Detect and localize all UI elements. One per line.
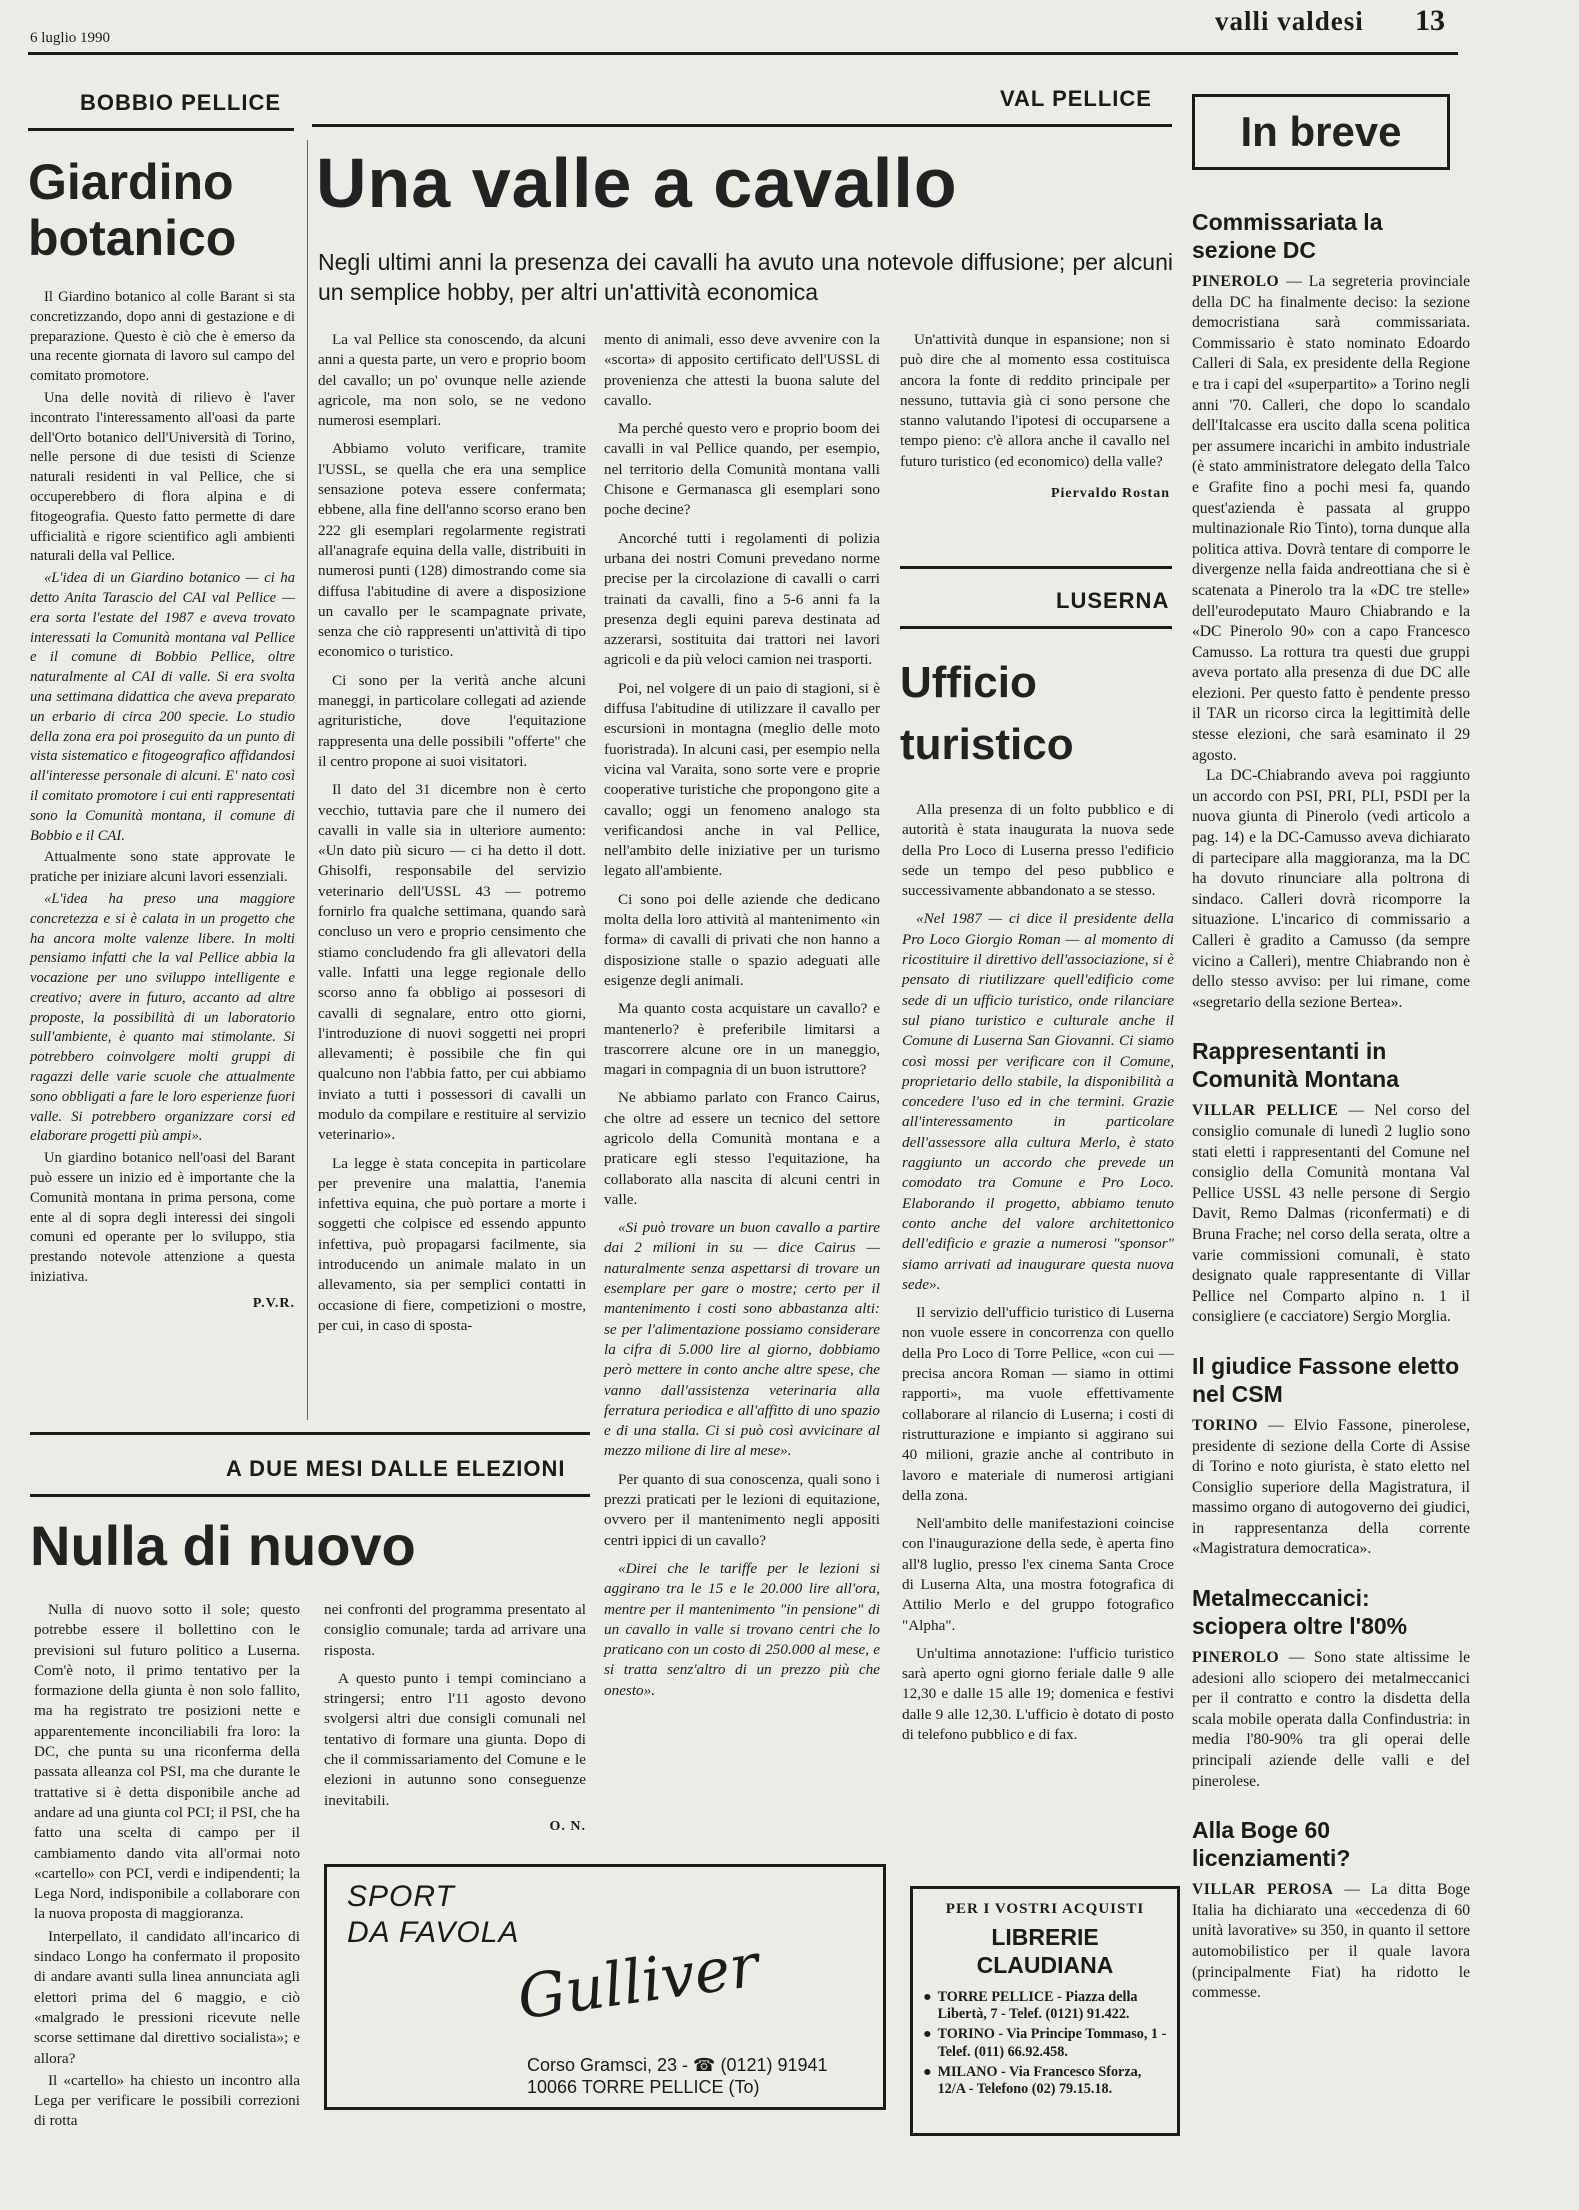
nulla-paragraph: Interpellato, il candidato all'incarico di sindaco Longo ha confermato il proposito di andare avanti sulla linea annunciata agli elettori prima del 6 maggio, e ciò «malgrado le pressioni ricevute nelle scorse settimane dal direttivo socialista»; e allora?: [34, 1927, 300, 2067]
cavallo-paragraph: Ci sono poi delle aziende che dedicano molta della loro attività al mantenimento «in forma» di cavalli di privati che non hanno a disposizione stalle o spazio adeguati alle esigenze degli animali.: [604, 890, 880, 989]
ufficio-title-line2: turistico: [900, 720, 1074, 769]
paper-name: valli valdesi: [1215, 6, 1364, 36]
claudiana-store-text: MILANO - Via Francesco Sforza, 12/A - Telefono (02) 79.15.18.: [937, 2063, 1142, 2098]
cavallo-paragraph: Un'attività dunque in espansione; non si può dire che al momento essa costituisca ancora la fonte di reddito principale per nessuno, tuttavia già ci sono persone che stanno valutando l'ipotesi di occuparsene a tempo pieno: c'è allora anche il cavallo nel futuro turistico (ed economico) della valle?: [900, 331, 1170, 470]
nulla-paragraph: A questo punto i tempi cominciano a stringersi; entro l'11 agosto devono svolgersi altri due consigli comunali nel tentativo di formare una giunta. Dopo di che il commissariamento del Comune e le elezioni in autunno sono conseguenze inevitabili.: [324, 1669, 586, 1809]
breve-title: Rappresentanti in Comunità Montana: [1192, 1038, 1399, 1093]
cavallo-paragraph: Il dato del 31 dicembre non è certo vecchio, tuttavia pare che il numero dei cavalli in valle sia in ulteriore aumento: «Un dato più sicuro — ci ha detto il dott. Ghisolfi, responsabile del servizio veterinario dell'USSL 43 — potremo fornirlo fra qualche settimana, quando sarà concluso un vero e proprio censimento che stiamo concludendo fra gli allevatori della valle. Infatti una legge regionale dello scorso anno fa obbligo ai possesori di cavalli di segnalare, entro otto giorni, l'introduzione di nuovi soggetti nei propri allevamenti; è possibile che fin qui qualcuno non l'abbia fatto, per cui abbiamo inviato a tutti i possessori di cavalli un modulo da compilare e restituire al servizio veterinario».: [318, 781, 586, 1144]
giardino-column-rule: [307, 140, 308, 1420]
ufficio-title-line1: Ufficio: [900, 658, 1037, 707]
cavallo-paragraph: Ancorché tutti i regolamenti di polizia urbana dei nostri Comuni prevedano norme precise per la circolazione di cavalli o carri trainati da cavalli, fino a 5-6 anni fa la presenza degli equini pareva destinata ad azzerarsi, sostituita dai trattori nei lavori agricoli e da più veloci camion nei trasporti.: [604, 529, 880, 669]
giardino-signature: P.V.R.: [252, 1295, 295, 1311]
claudiana-store-text: TORINO - Via Principe Tommaso, 1 - Telef. (011) 66.92.458.: [937, 2026, 1167, 2060]
giardino-body: [30, 288, 295, 1314]
ufficio-title: [900, 652, 1074, 776]
breve-place: VILLAR PELLICE: [1192, 1102, 1339, 1120]
breve-title: Commissariata la sezione DC: [1192, 209, 1383, 263]
cavallo-paragraph: La legge è stata concepita in particolare per prevenire una malattia, l'anemia infettiva equina, che può portare a morte i soggetti che colpisce ed essendo appunto infettiva, può propagarsi facilmente, sia introducendo un animale malato in un allevamento, sia per semplici contatti in occasione di fiere, competizioni o mostre, per cui, in caso di sposta-: [318, 1154, 586, 1334]
giardino-paragraph: Una delle novità di rilievo è l'aver incontrato l'interessamento all'oasi da parte dell'Orto botanico dell'Università di Torino, nelle persone di due tesisti di Scienze naturali residenti in val Pellice, che si occuperebbero di flora alpina e di fitogeografia. Questo fatto permette di dare ufficialità e rigore scientifico agli ambienti naturali della val Pellice.: [30, 389, 295, 565]
bullet-icon: ●: [923, 1989, 932, 2005]
claudiana-store: [923, 2064, 1169, 2098]
cavallo-column-2: [604, 330, 880, 1701]
elezioni-top-rule: [30, 1432, 590, 1435]
claudiana-store: [923, 2026, 1169, 2060]
gulliver-logo: Gulliver: [513, 1930, 763, 2034]
breve-body: — La ditta Boge Italia ha dichiarato una «eccedenza di 60 unità lavorative» su 350, in quanto il settore automobilistico per il quale lavora (principalmente Fiat) ha ridotto le commesse.: [1192, 1881, 1470, 2002]
ufficio-paragraph: Alla presenza di un folto pubblico e di autorità è stata inaugurata la nuova sede della Pro Loco di Luserna presso l'edificio sede un tempo del peso pubblico e successivamente abbandonato a se stesso.: [902, 801, 1174, 900]
giardino-title: [28, 154, 236, 266]
breve-item-text: [1192, 1648, 1470, 1792]
nulla-paragraph: Il «cartello» ha chiesto un incontro alla Lega per verificare le possibili correzioni di rotta: [34, 2071, 300, 2130]
breve-place: PINEROLO: [1192, 273, 1280, 290]
breve-title: Metalmeccanici: sciopera oltre l'80%: [1192, 1585, 1408, 1640]
breve-place: VILLAR PEROSA: [1192, 1881, 1334, 1899]
bullet-icon: ●: [923, 2026, 932, 2043]
ufficio-body: [902, 800, 1174, 1745]
section-label-elezioni: A DUE MESI DALLE ELEZIONI: [226, 1456, 566, 1481]
cavallo-paragraph: Ci sono per la verità anche alcuni maneggi, in particolare collegati ad aziende agrituristiche, dove l'equitazione rappresenta una delle possibili "offerte" che il centro propone ai suoi visitatori.: [318, 671, 586, 770]
gulliver-slogan-line1: SPORT: [347, 1880, 455, 1913]
claudiana-stores: [923, 1989, 1169, 2098]
gulliver-city: 10066 TORRE PELLICE (To): [527, 2077, 760, 2097]
ufficio-paragraph: Nell'ambito delle manifestazioni coincise con l'inaugurazione della sede, è aperta fino all'8 luglio, presso l'ex cinema Santa Croce di Luserna Alta, una mostra fotografica di Attilio Merlo e del gruppo fotografico "Alpha".: [902, 1515, 1174, 1634]
bullet-icon: ●: [923, 2063, 932, 2080]
ufficio-paragraph: Un'ultima annotazione: l'ufficio turistico sarà aperto ogni giorno feriale dalle 9 alle 12,30 e dalle 15 alle 19; domenica e festivi dalle 9 alle 12,30. L'ufficio è dotato di posto di telefono pubblico e di fax.: [902, 1644, 1174, 1744]
breve-item-text: La DC-Chiabrando aveva poi raggiunto un accordo con PSI, PRI, PLI, PSDI per la nuova giunta di Pinerolo (vedi articolo a pag. 14) e la DC-Camusso aveva dichiarato di partecipare alla maggioranza, ma la DC ha dovuto rinunciare alla poltrona di sindaco. Calleri dovrà ricomporre la situazione. L'incarico di commissario a Calleri è gradito a Camusso (da sempre vicino a Calleri), mentre Chiabrando non è dello stesso avviso: per lui rimane, come «segretario della sezione Bertea».: [1192, 767, 1470, 1011]
giardino-title-line2: botanico: [28, 210, 237, 266]
breve-column: [1192, 208, 1470, 2004]
gulliver-slogan-line2: DA FAVOLA: [347, 1916, 520, 1949]
breve-place: TORINO: [1192, 1416, 1258, 1434]
section-label-bobbio: BOBBIO PELLICE: [80, 90, 282, 115]
cavallo-paragraph: Ne abbiamo parlato con Franco Cairus, che oltre ad essere un tecnico del settore agricolo della Comunità montana e a praticare egli stesso l'equitazione, ha collaborato alla nascita di alcuni centri in valle.: [604, 1089, 880, 1208]
ufficio-paragraph: Il servizio dell'ufficio turistico di Luserna non vuole essere in concorrenza con quello della Pro Loco di Torre Pellice, «con cui — precisa ancora Roman — siamo in ottimi rapporti», ma vuole effettivamente collaborare al rilancio di Luserna; i costi di ristrutturazione e impianto si aggirano sui 40 milioni, grazie anche al contributo in lavoro e materiale di numerosi artigiani della zona.: [902, 1304, 1174, 1504]
cavallo-paragraph: Poi, nel volgere di un paio di stagioni, si è diffusa l'abitudine di utilizzare il cavallo per escursioni in montagna (meglio delle moto fuoristrada). In alcuni casi, per esempio nella vicina val Varaita, sono sorte vere e proprie cooperative turistiche che propongono gite a cavallo; oggi un fenomeno analogo sta verificandosi anche in val Pellice, nell'ambito delle iniziative per un turismo legato all'ambiente.: [604, 679, 880, 880]
gulliver-ad: [324, 1864, 886, 2110]
issue-date: 6 luglio 1990: [30, 30, 111, 46]
in-breve-box: [1192, 94, 1450, 170]
claudiana-name: [913, 1923, 1177, 1979]
cavallo-title: Una valle a cavallo: [316, 144, 958, 222]
breve-item-text: [1192, 1880, 1470, 2004]
gulliver-address: Corso Gramsci, 23 - ☎ (0121) 91941: [527, 2055, 828, 2075]
breve-title: Il giudice Fassone eletto nel CSM: [1192, 1352, 1460, 1407]
nulla-paragraph: Nulla di nuovo sotto il sole; questo potrebbe essere il bollettino con le previsioni sul futuro politico a Luserna. Com'è noto, il primo tentativo per la formazione della giunta è non solo fallito, ma ha registrato tre posizioni nette e apparentemente inconciliabili fra loro: la DC, che punta su una riconferma della passata alleanza col PSI, ma che durante le trattative si è detta disponibile anche ad andare ad una giunta col PCI; il PSI, che ha fatto una scelta di campo per il cambiamento dando vita all'ormai noto «cartello» con PCI, verdi e indipendenti; la Lega Nord, indisponibile a collaborare con la nuova proposta di maggioranza.: [34, 1601, 300, 1923]
claudiana-store-text: TORRE PELLICE - Piazza della Libertà, 7 - Telef. (0121) 91.422.: [937, 1989, 1138, 2023]
cavallo-paragraph: «Si può trovare un buon cavallo a partire dai 2 milioni in su — dice Cairus — naturalmente senza aspettarsi di trovare un esemplare per gare o mostre; certo per il mantenimento i costi sono abbastanza alti: se per l'alimentazione possiamo considerare la cifra di 5.000 lire al giorno, dobbiamo però mettere in conto anche altre spese, che vanno dall'assistenza veterinaria alla ferratura periodica e all'affitto di uno spazio e di una stalla. Ci si può così avvicinare al mezzo milione di lire al mese».: [604, 1219, 880, 1460]
cavallo-paragraph: La val Pellice sta conoscendo, da alcuni anni a questa parte, un vero e proprio boom del cavallo; un po' ovunque nelle aziende agricole, ma non solo, se ne vedono numerosi esemplari.: [318, 331, 586, 430]
giardino-title-line1: Giardino: [28, 154, 234, 210]
giardino-paragraph: «L'idea di un Giardino botanico — ci ha detto Anita Tarascio del CAI val Pellice — era sorta l'estate del 1987 e aveva trovato interessati la Comunità montana val Pellice e il comune di Bobbio Pellice, oltre naturalmente al CAI di valle. Si era svolta una settimana didattica che aveva preparato un erbario di circa 200 specie. Lo studio della zona era poi proseguito da un punto di vista sistematico e fitogeografico affidandosi all'interesse personale di alcuni. E' nato così il comitato promotore i cui enti rappresentati sono la Comunità montana, il comune di Bobbio e il CAI.: [30, 570, 295, 844]
breve-item-text: [1192, 272, 1470, 766]
giardino-paragraph: Un giardino botanico nell'oasi del Barant può essere un inizio ed è importante che la Comunità montana in prima persona, come ente al di sopra degli interessi dei singoli comuni ed operante per lo sviluppo, stia prestando notevole attenzione a questa iniziativa.: [30, 1150, 295, 1286]
breve-body: — La segreteria provinciale della DC ha finalmente deciso: la sezione democristiana sarà commissariata. Commissario è stato nominato Edoardo Calleri di Sala, ex presidente della Regione e tra i capi del «superpartito» a Torino negli anni '70. Calleri, che dopo lo scandalo dell'Italcasse era uscito dalla scena politica per assumere incarichi in ambito industriale (è stato amministratore delegato della Talco e Grafite fino a pochi mesi fa, quando quest'azienda è passata al gruppo multinazionale Rio Tinto), torna dunque alla politica attiva. Dovrà tentare di comporre le divergenze nella faida andreottiana che si è scatenata a Pinerolo tra la «DC tre stelle» dell'eurodeputato Mauro Chiabrando e la «DC Pinerolo 90» con a capo Francesco Camusso. La rottura tra questi due gruppi aveva portato alla presenza di due DC alle elezioni. Per questo fatto è pendente presso il TAR un ricorso circa la legittimità delle stesse elezioni, che sarà esaminato il 29 agosto.: [1192, 273, 1470, 764]
cavallo-paragraph: Per quanto di sua conoscenza, quali sono i prezzi praticati per le lezioni di equitazione, ovvero per il mantenimento negli appositi centri ippici di un cavallo?: [604, 1470, 880, 1549]
claudiana-name-line2: CLAUDIANA: [976, 1952, 1114, 1978]
section-label-val-pellice: VAL PELLICE: [1000, 86, 1152, 111]
bobbio-rule: [28, 128, 294, 131]
page-number: 13: [1415, 4, 1445, 37]
cavallo-column-3: [900, 330, 1170, 504]
gulliver-slogan: [347, 1879, 519, 1951]
giardino-paragraph: «L'idea ha preso una maggiore concretezza e si è calata in un progetto che ha ancora molte valenze libere. In molti pensiamo infatti che la val Pellice abbia la vocazione per uno sviluppo intelligente e creativo; avere in futuro, accanto ad altre proposte, la possibilità di un laboratorio sull'ambiente, è quanto mai stimolante. Si potrebbero coinvolgere molti gruppi di ragazzi delle varie scuole che attualmente sono obbligati a fare le loro esperienze fuori valle. Si potrebbero organizzare corsi ed elaborare progetti più ampi».: [30, 890, 295, 1145]
cavallo-paragraph: Ma perché questo vero e proprio boom dei cavalli in val Pellice quando, per esempio, nel territorio della Comunità montana valli Chisone e Germanasca gli esemplari sono poche decine?: [604, 420, 880, 519]
cavallo-paragraph: «Direi che le tariffe per le lezioni si aggirano tra le 15 e le 20.000 lire all'ora, mentre per il mantenimento "in pensione" di un cavallo in valle si trovano centri che lo praticano con un costo di 250.000 al mese, e si tratta senz'altro di un prezzo più che onesto».: [604, 1559, 880, 1699]
breve-item-text: [1192, 1416, 1470, 1560]
claudiana-intro: PER I VOSTRI ACQUISTI: [945, 1901, 1145, 1917]
cavallo-subtitle: Negli ultimi anni la presenza dei cavalli ha avuto una notevole diffusione; per alcuni un semplice hobby, per altri un'attività economica: [318, 249, 1173, 305]
section-label-luserna: LUSERNA: [1056, 588, 1170, 613]
breve-place: PINEROLO: [1192, 1649, 1280, 1667]
breve-item-text: [1192, 1101, 1470, 1328]
cavallo-paragraph: Ma quanto costa acquistare un cavallo? e mantenerlo? è preferibile limitarsi a trascorrere alcune ore in un maneggio, magari in compagnia di un buon istruttore?: [604, 1000, 880, 1079]
nulla-signature: O. N.: [549, 1818, 586, 1834]
breve-title: Alla Boge 60 licenziamenti?: [1192, 1817, 1351, 1872]
luserna-rule: [900, 626, 1172, 629]
breve-body: — Nel corso del consiglio comunale di lunedì 2 luglio sono stati eletti i rappresentanti del Comune nel consiglio della Comunità montana Val Pellice USSL 43 nelle persone di Sergio Davit, Remo Dalmas (riconfermati) e di Bruna Frache; nel corso della serata, oltre a varie commissioni comunali, è stato designato quale rappresentante di Villar Pellice nel Comparto alpino n. 1 il consigliere (e cacciatore) Sergio Morglia.: [1192, 1102, 1471, 1326]
breve-body: — Elvio Fassone, pinerolese, presidente di sezione della Corte di Assise di Torino e noto giurista, è stato eletto nel Consiglio superiore della Magistratura, il massimo organo di autogoverno dei giudici, in rappresentanza della corrente «Magistratura democratica».: [1192, 1416, 1470, 1558]
nulla-column-1: [34, 1600, 300, 2132]
breve-body: — Sono state altissime le adesioni allo sciopero dei metalmeccanici per il contratto e contro la disdetta della scala mobile operata dalla Confindustria: in media l'80-90% tra gli operai delle principali aziende delle valli e del pinerolese.: [1192, 1649, 1470, 1790]
giardino-paragraph: Il Giardino botanico al colle Barant si sta concretizzando, dopo anni di gestazione e di preparazione. Questo è ciò che è emerso da una recente giornata di lavoro sul campo del comitato promotore.: [30, 289, 295, 385]
luserna-top-rule: [900, 566, 1172, 569]
claudiana-name-line1: LIBRERIE: [991, 1924, 1099, 1950]
giardino-paragraph: Attualmente sono state approvate le pratiche per iniziare alcuni lavori essenziali.: [30, 849, 295, 886]
elezioni-rule: [30, 1494, 590, 1497]
nulla-paragraph: nei confronti del programma presentato al consiglio comunale; tarda ad arrivare una risposta.: [324, 1601, 586, 1659]
nulla-column-2: [324, 1600, 586, 1837]
cavallo-paragraph: mento di animali, esso deve avvenire con la «scorta» di apposito certificato dell'USSL di provenienza che attesti la buona salute del cavallo.: [604, 331, 880, 409]
val-pellice-rule: [312, 124, 1172, 127]
cavallo-signature: Piervaldo Rostan: [1050, 486, 1170, 502]
in-breve-header: In breve: [1240, 108, 1402, 155]
cavallo-paragraph: Abbiamo voluto verificare, tramite l'USSL, se quella che era una semplice sensazione poteva essere confermata; ebbene, alla fine dell'anno scorso erano ben 222 gli esemplari regolarmente registrati all'anagrafe equina della valle, distribuiti in numerosi punti (128) dimostrando come sia diffusa l'abitudine di avere a disposizione un cavallo per le scampagnate private, senza che ciò rappresenti un'attività di tipo economico o turistico.: [318, 440, 586, 661]
claudiana-store: [923, 1989, 1169, 2023]
ufficio-paragraph: «Nel 1987 — ci dice il presidente della Pro Loco Giorgio Roman — al momento di ricostituire il direttivo dell'associazione, si è pensato di riutilizzare quell'edificio come sede di un ufficio turistico, onde rilanciare sul piano turistico e culturale anche il Comune di Luserna San Giovanni. Ci siamo così mossi per verificare con il Comune, proprietario dello stabile, la disponibilità a concedere l'uso ed in che termini. Grazie all'interessamento in particolare dell'assessore alla cultura Merlo, è stato raggiunto un accordo che prevede un comodato tra Comune e Pro Loco. Elaborando il progetto, abbiamo tenuto conto anche del valore architettonico dell'edificio e grazie a numerosi "sponsor" siamo arrivati ad inaugurare questa nuova sede».: [902, 910, 1174, 1293]
masthead-rule: [28, 52, 1458, 55]
claudiana-ad: [910, 1886, 1180, 2136]
cavallo-column-1: [318, 330, 586, 1336]
nulla-title: Nulla di nuovo: [30, 1514, 416, 1577]
